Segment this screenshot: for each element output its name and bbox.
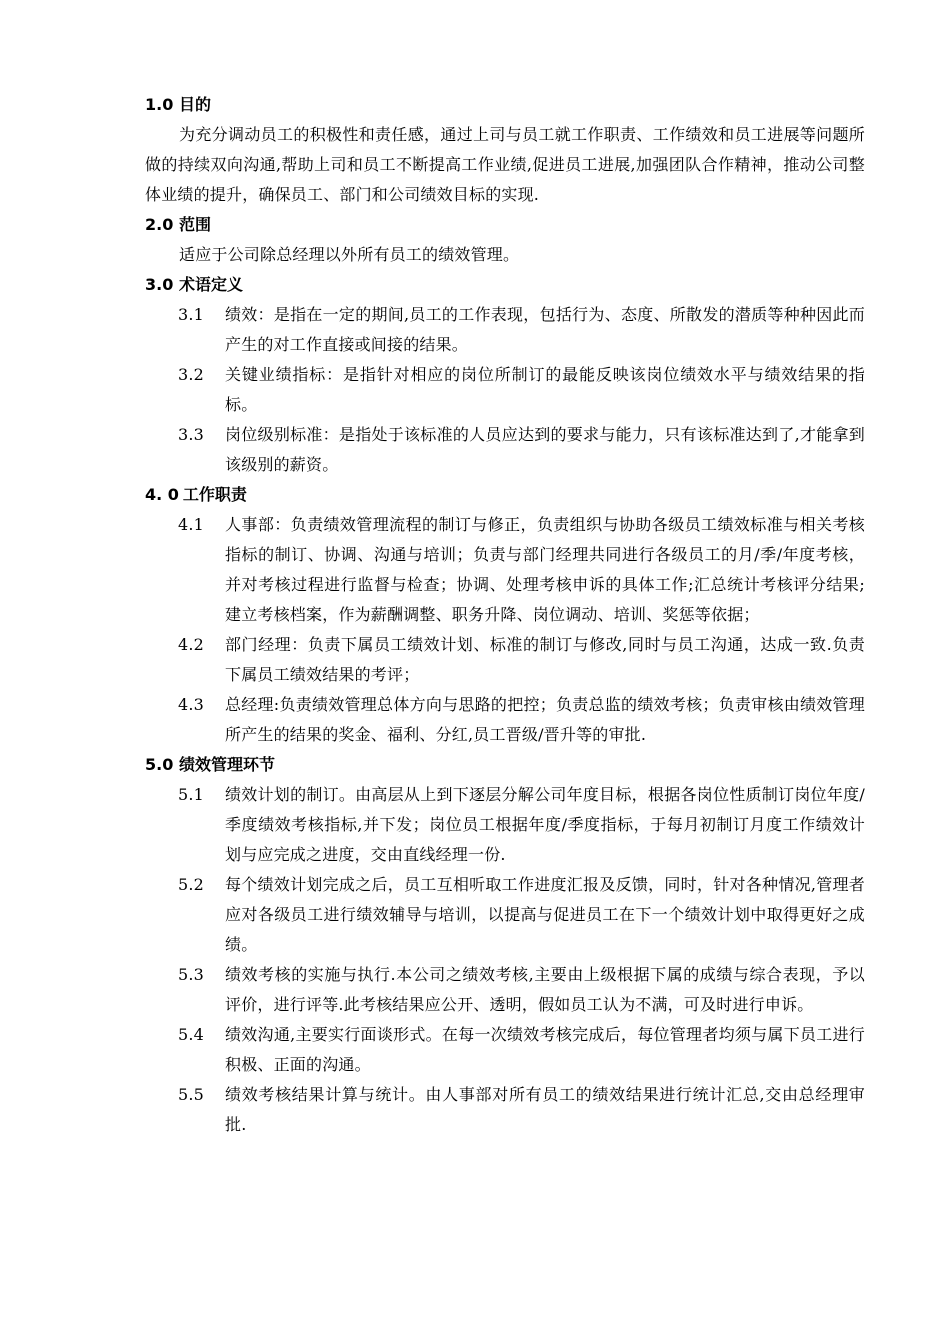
item-text: 绩效计划的制订。由高层从上到下逐层分解公司年度目标，根据各岗位性质制订岗位年度/季度绩效考核指标,并下发；岗位员工根据年度/季度指标，于每月初制订月度工作绩效计划与应完成之进度，交由直线经理一份. bbox=[225, 785, 865, 864]
item-text: 关键业绩指标：是指针对相应的岗位所制订的最能反映该岗位绩效水平与绩效结果的指标。 bbox=[225, 365, 865, 414]
document-content bbox=[145, 90, 865, 1140]
section-heading-responsibilities bbox=[145, 480, 865, 510]
item-text: 绩效考核的实施与执行.本公司之绩效考核,主要由上级根据下属的成绩与综合表现，予以评价，进行评等.此考核结果应公开、透明，假如员工认为不满，可及时进行申诉。 bbox=[225, 965, 865, 1014]
item-text: 人事部：负责绩效管理流程的制订与修正，负责组织与协助各级员工绩效标准与相关考核指标的制订、协调、沟通与培训；负责与部门经理共同进行各级员工的月/季/年度考核，并对考核过程进行监督与检查；协调、处理考核申诉的具体工作;汇总统计考核评分结果;建立考核档案，作为薪酬调整、职务升降、岗位调动、培训、奖惩等依据； bbox=[225, 515, 865, 624]
item-number: 5.5 bbox=[178, 1085, 205, 1104]
section-title: 范围 bbox=[179, 215, 212, 234]
section-heading-scope bbox=[145, 210, 865, 240]
item-text: 岗位级别标准：是指处于该标准的人员应达到的要求与能力，只有该标准达到了,才能拿到该级别的薪资。 bbox=[225, 425, 865, 474]
section-number: 5.0 bbox=[145, 755, 174, 774]
item-text: 绩效沟通,主要实行面谈形式。在每一次绩效考核完成后，每位管理者均须与属下员工进行积极、正面的沟通。 bbox=[225, 1025, 865, 1074]
section-heading-purpose bbox=[145, 90, 865, 120]
section-title: 术语定义 bbox=[179, 275, 244, 294]
section-title: 绩效管理环节 bbox=[179, 755, 276, 774]
item-text: 绩效考核结果计算与统计。由人事部对所有员工的绩效结果进行统计汇总,交由总经理审批. bbox=[225, 1085, 865, 1134]
section-paragraph: 为充分调动员工的积极性和责任感，通过上司与员工就工作职责、工作绩效和员工进展等问题所做的持续双向沟通,帮助上司和员工不断提高工作业绩,促进员工进展,加强团队合作精神，推动公司整体业绩的提升，确保员工、部门和公司绩效目标的实现. bbox=[145, 125, 865, 204]
list-item bbox=[145, 360, 865, 420]
item-number: 4.2 bbox=[178, 635, 205, 654]
section-number: 1.0 bbox=[145, 95, 174, 114]
list-item bbox=[145, 510, 865, 630]
list-item bbox=[145, 780, 865, 870]
item-number: 3.3 bbox=[178, 425, 205, 444]
item-number: 5.3 bbox=[178, 965, 205, 984]
item-number: 5.2 bbox=[178, 875, 205, 894]
section-number: 2.0 bbox=[145, 215, 174, 234]
section-number: 3.0 bbox=[145, 275, 174, 294]
item-number: 3.1 bbox=[178, 305, 205, 324]
section-number: 4. 0 bbox=[145, 485, 179, 504]
section-heading-process bbox=[145, 750, 865, 780]
list-item bbox=[145, 690, 865, 750]
item-text: 绩效：是指在一定的期间,员工的工作表现，包括行为、态度、所散发的潜质等种种因此而产生的对工作直接或间接的结果。 bbox=[225, 305, 865, 354]
section-heading-definitions bbox=[145, 270, 865, 300]
item-number: 5.1 bbox=[178, 785, 205, 804]
item-number: 4.1 bbox=[178, 515, 205, 534]
list-item bbox=[145, 1020, 865, 1080]
section-paragraph: 适应于公司除总经理以外所有员工的绩效管理。 bbox=[179, 245, 520, 264]
item-number: 3.2 bbox=[178, 365, 205, 384]
item-text: 总经理:负责绩效管理总体方向与思路的把控；负责总监的绩效考核；负责审核由绩效管理所产生的结果的奖金、福利、分红,员工晋级/晋升等的审批. bbox=[225, 695, 865, 744]
list-item bbox=[145, 300, 865, 360]
section-title: 工作职责 bbox=[182, 485, 247, 504]
item-text: 部门经理：负责下属员工绩效计划、标准的制订与修改,同时与员工沟通，达成一致.负责下属员工绩效结果的考评； bbox=[225, 635, 865, 684]
list-item bbox=[145, 420, 865, 480]
list-item bbox=[145, 1080, 865, 1140]
item-text: 每个绩效计划完成之后，员工互相听取工作进度汇报及反馈，同时，针对各种情况,管理者应对各级员工进行绩效辅导与培训，以提高与促进员工在下一个绩效计划中取得更好之成绩。 bbox=[225, 875, 865, 954]
list-item bbox=[145, 960, 865, 1020]
list-item bbox=[145, 630, 865, 690]
item-number: 4.3 bbox=[178, 695, 205, 714]
section-title: 目的 bbox=[179, 95, 212, 114]
list-item bbox=[145, 870, 865, 960]
item-number: 5.4 bbox=[178, 1025, 205, 1044]
